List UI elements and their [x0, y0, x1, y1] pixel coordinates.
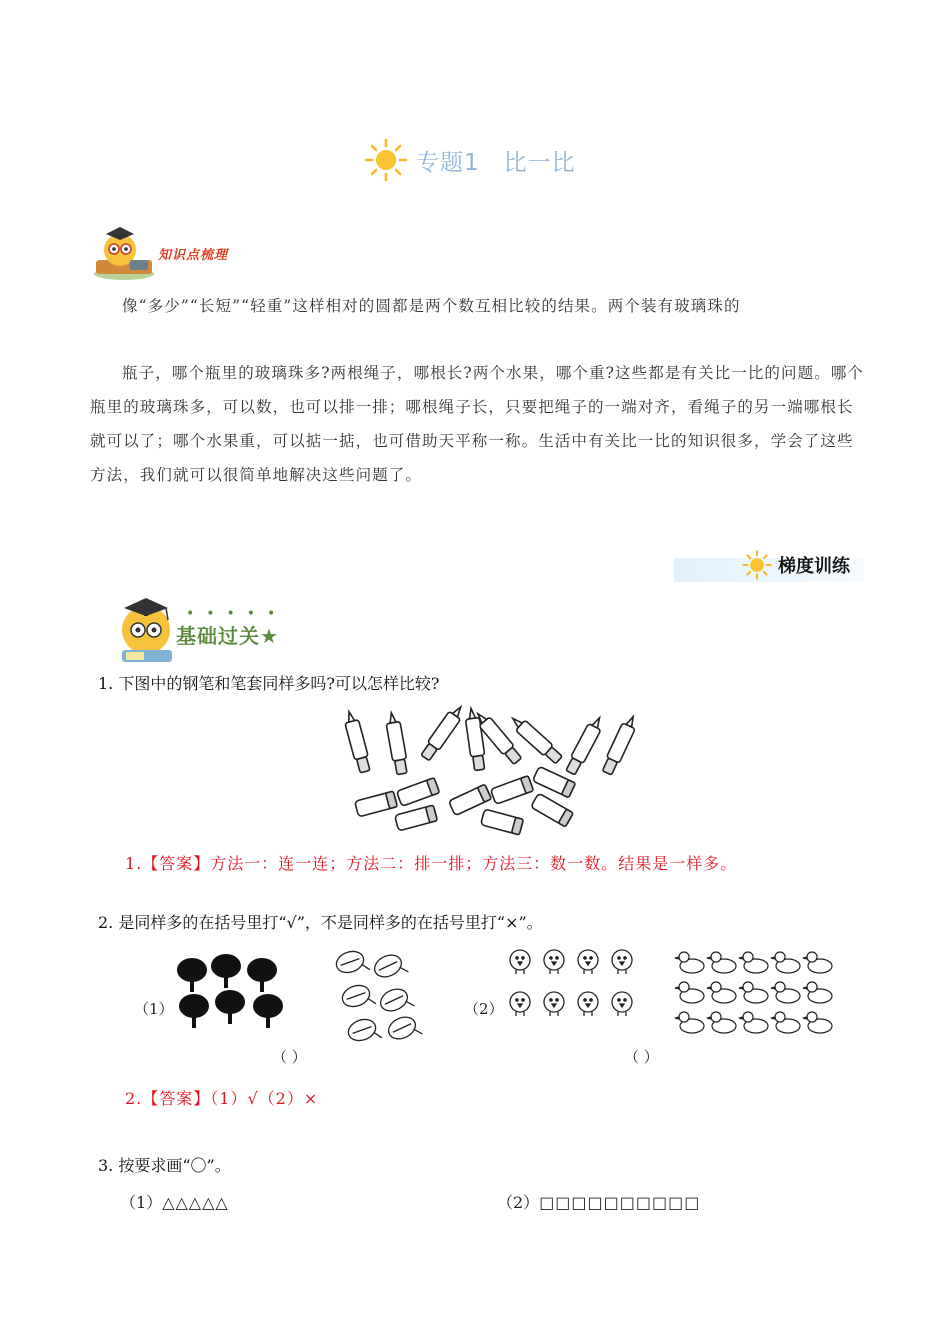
duck-icon [739, 982, 768, 1003]
mascot-scholar-icon [116, 594, 180, 666]
duck-icon [675, 1012, 704, 1033]
question-3: 3. 按要求画“〇”。 [98, 1156, 231, 1175]
sun-icon [364, 138, 408, 182]
q2-sub-2-label: （2） [464, 1000, 504, 1018]
pen-cap-icon [531, 793, 574, 827]
pen-icon [342, 710, 372, 774]
question-1: 1. 下图中的钢笔和笔套同样多吗?可以怎样比较? [98, 674, 440, 693]
pen-icon [564, 715, 605, 776]
black-leaf-icon [179, 994, 209, 1028]
duck-icon [771, 982, 800, 1003]
basic-dots: ••••• [186, 606, 288, 622]
duck-icon [803, 982, 832, 1003]
duck-icon [739, 1012, 768, 1033]
outline-leaf-icon [339, 981, 375, 1014]
black-leaf-icon [253, 994, 283, 1028]
outline-leaf-icon [385, 1012, 422, 1046]
knowledge-paragraph-1: 像“多少”“长短”“轻重”这样相对的圆都是两个数互相比较的结果。两个装有玻璃珠的 [122, 297, 741, 315]
pen-icon [419, 703, 466, 762]
duck-icon [803, 952, 832, 973]
sun-icon [742, 550, 772, 580]
chick-icon [544, 992, 564, 1016]
knowledge-header [92, 222, 292, 282]
duck-icon [739, 952, 768, 973]
question-2: 2. 是同样多的在括号里打“√”，不是同样多的在括号里打“×”。 [98, 913, 543, 932]
outline-leaf-icon [345, 1015, 381, 1048]
duck-icon [707, 1012, 736, 1033]
outline-leaf-icon [371, 950, 408, 984]
pen-icon [601, 714, 640, 776]
title-text [416, 144, 576, 177]
duck-icon [803, 1012, 832, 1033]
q2-answer-blank-2[interactable]: （ ） [624, 1048, 659, 1066]
basic-label: 基础过关★ [176, 624, 279, 648]
black-leaf-icon [247, 958, 277, 992]
pen-cap-icon [395, 805, 438, 831]
duck-icon [675, 952, 704, 973]
triangle-shapes: △△△△△ [162, 1193, 229, 1212]
duck-icon [675, 982, 704, 1003]
square-shapes: □□□□□□□□□□ [539, 1193, 701, 1212]
duck-icon [771, 952, 800, 973]
q2-sub-1-label: （1） [134, 1000, 174, 1018]
basic-header [116, 594, 376, 670]
q2-answer-blank-1[interactable]: （ ） [272, 1048, 307, 1066]
duck-icon [771, 1012, 800, 1033]
training-header [742, 548, 850, 582]
pen-icon [384, 712, 409, 775]
pen-cap-icon [481, 809, 524, 835]
q3-sub-1 [120, 1190, 229, 1213]
answer-2: 2.【答案】（1）√（2）× [125, 1089, 319, 1108]
knowledge-label: 知识点梳理 [158, 248, 229, 263]
pen-cap-icon [355, 791, 398, 817]
black-leaf-icon [215, 990, 245, 1024]
knowledge-paragraph-2: 瓶子，哪个瓶里的玻璃珠多?两根绳子，哪根长?两个水果，哪个重?这些都是有关比一比的问题。哪个瓶里的玻璃珠多，可以数，也可以排一排；哪根绳子长，只要把绳子的一端对齐，看绳子的另一端哪根长就可以了；哪个水果重，可以掂一掂，也可借助天平称一称。生活中有关比一比的知识很多，学会了这些方法，我们就可以很简单地解决这些问题了。 [90, 364, 865, 484]
q3-sub-2-label: （2） [497, 1193, 540, 1212]
q3-sub-2 [497, 1190, 700, 1213]
pen-cap-icon [396, 778, 439, 807]
title-topic: 专题1 [416, 149, 480, 176]
chick-icon [612, 950, 632, 974]
chick-icon [510, 992, 530, 1016]
chick-icon [544, 950, 564, 974]
duck-icon [707, 982, 736, 1003]
chick-icon [612, 992, 632, 1016]
black-leaf-icon [211, 954, 241, 988]
duck-icon [707, 952, 736, 973]
black-leaf-icon [177, 958, 207, 992]
training-label: 梯度训练 [778, 556, 850, 577]
page-title [364, 138, 576, 182]
q3-sub-1-label: （1） [120, 1193, 163, 1212]
outline-leaf-icon [333, 947, 369, 980]
mascot-reading-icon [92, 222, 158, 282]
answer-1: 1.【答案】方法一：连一连；方法二：排一排；方法三：数一数。结果是一样多。 [125, 854, 738, 873]
title-name: 比一比 [503, 149, 576, 176]
pens-and-caps-figure [340, 700, 646, 838]
chick-icon [578, 992, 598, 1016]
chick-icon [578, 950, 598, 974]
chick-icon [510, 950, 530, 974]
pen-cap-icon [490, 776, 533, 805]
outline-leaf-icon [377, 984, 414, 1018]
